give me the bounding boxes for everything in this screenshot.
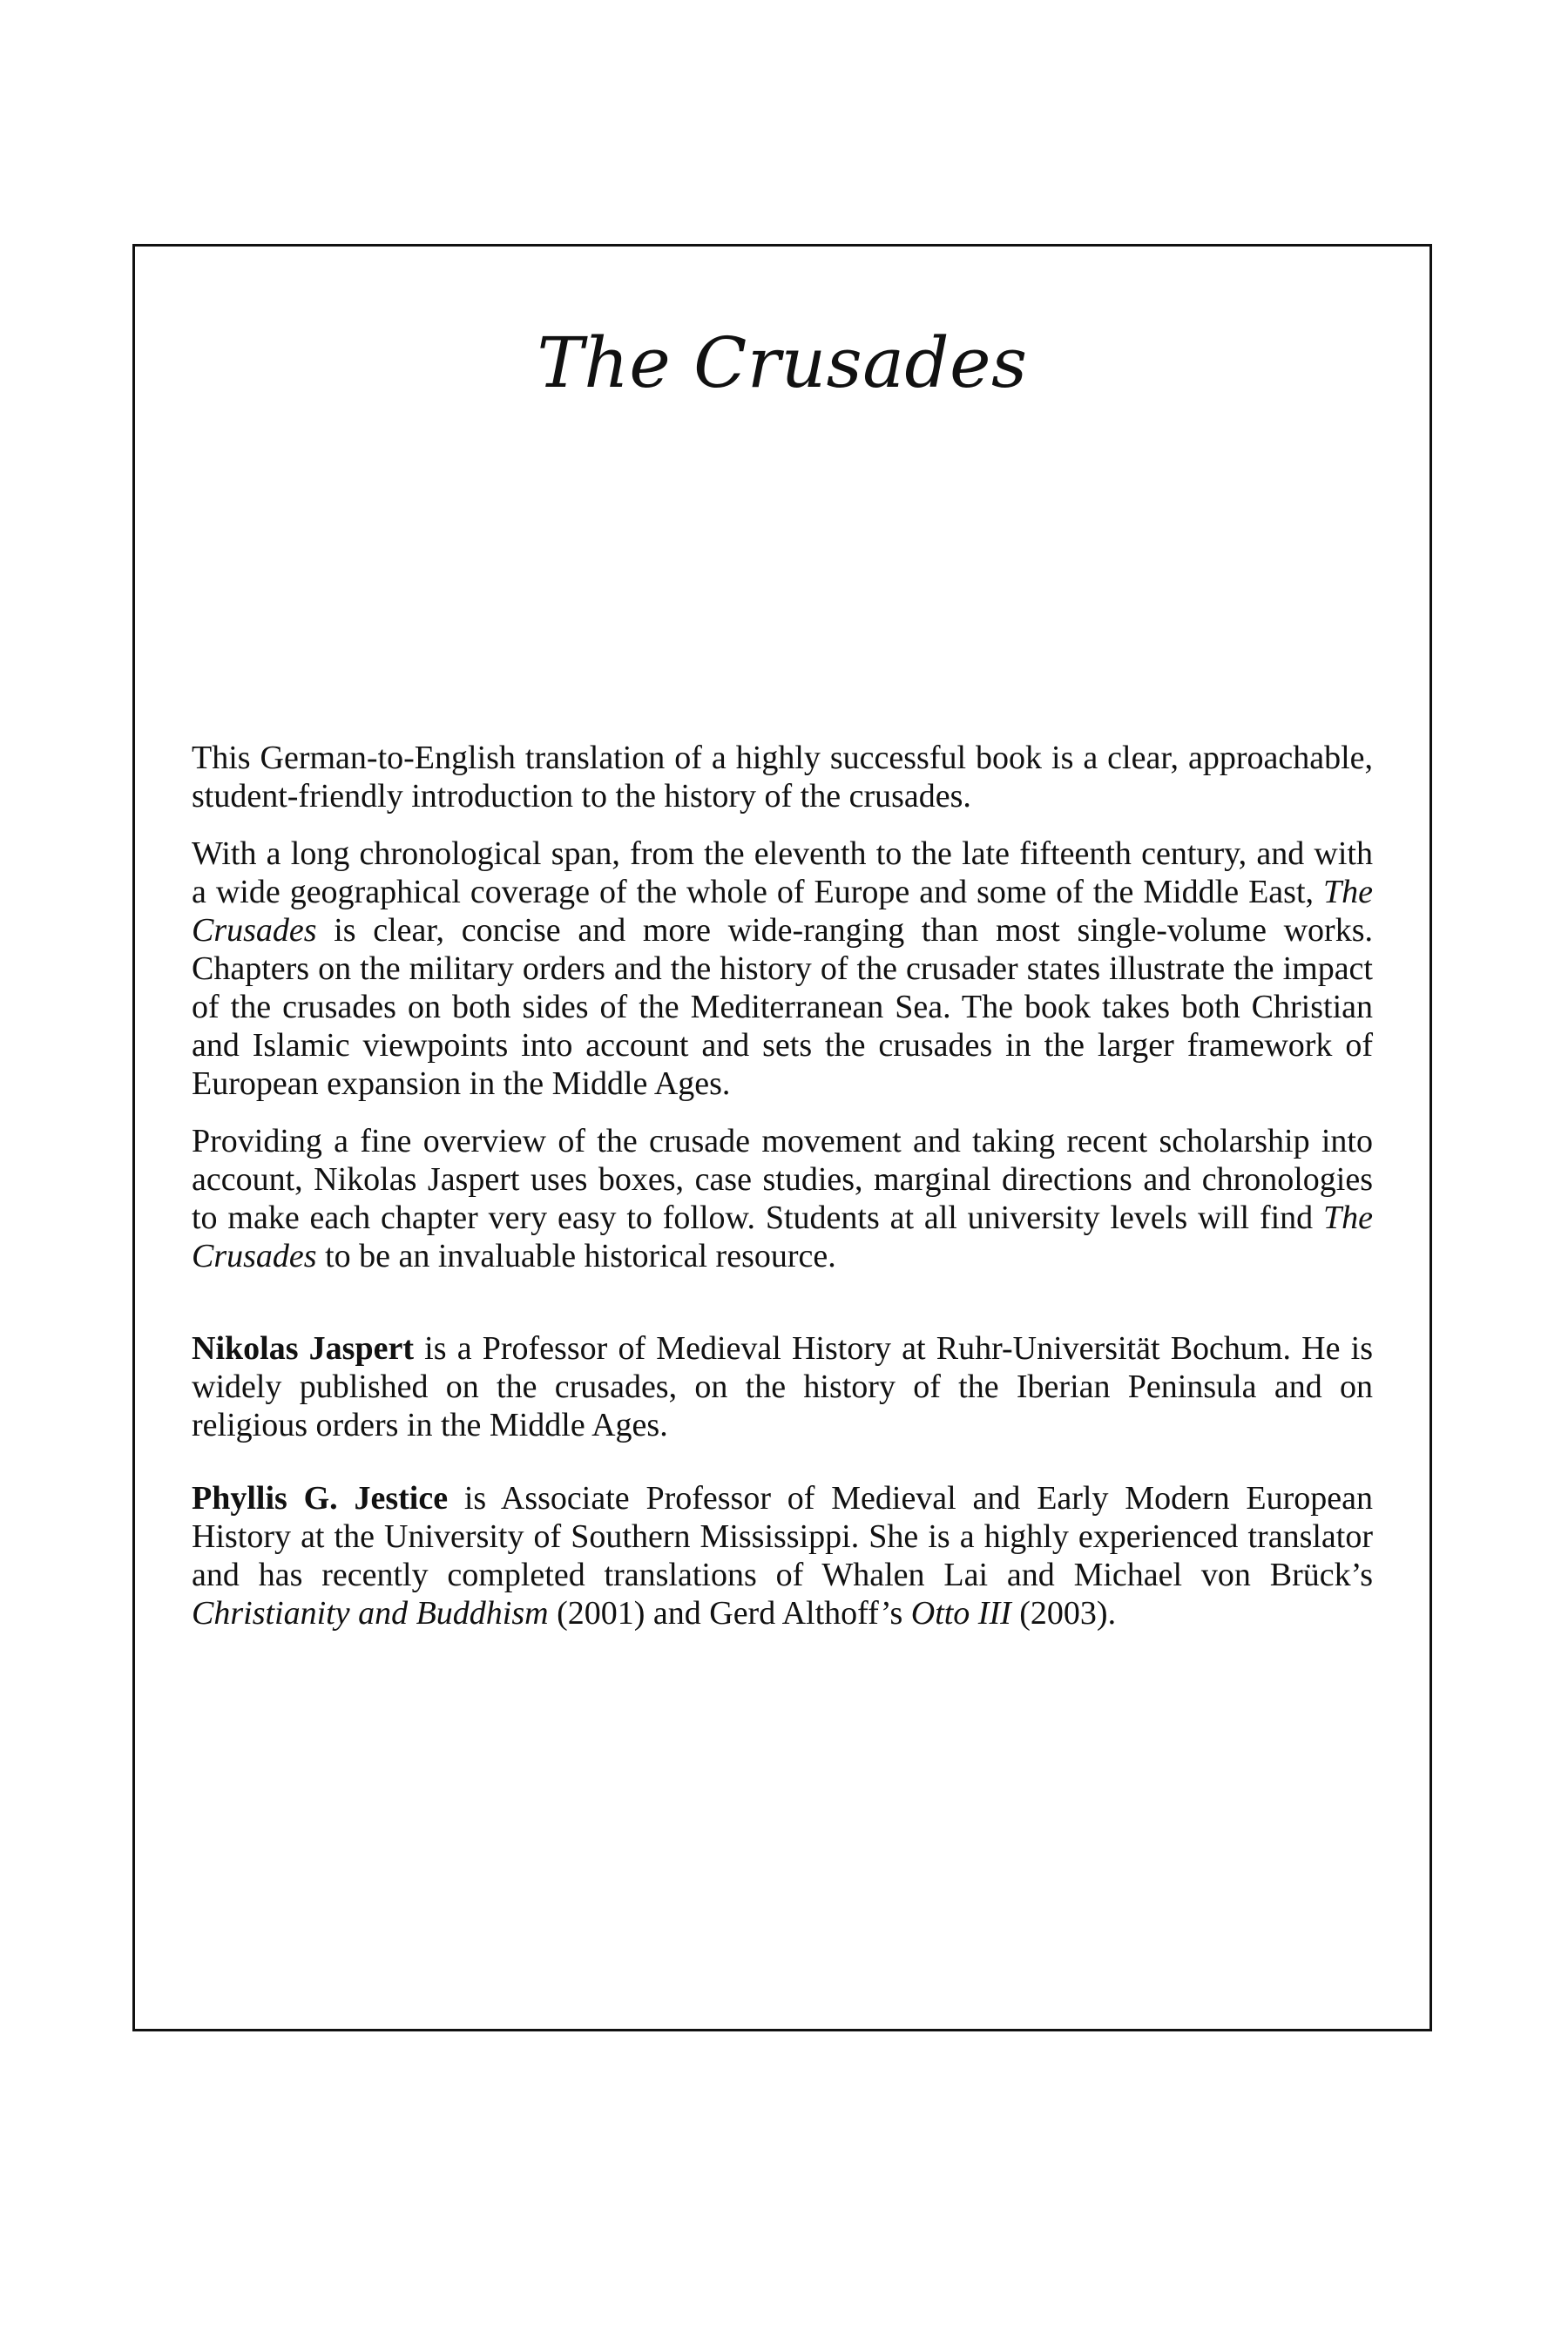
description-p2-before: With a long chronological span, from the eleventh to the late fifteenth century, and with a wide geographical coverage of the whole of Europe and some of the Middle East, <box>192 835 1373 910</box>
description-p3-before: Providing a fine overview of the crusade movement and taking recent scholarship into account, Nikolas Jaspert uses boxes, case studies, marginal directions and chronologies to make each chapter very easy to follow. Students at all university levels will find <box>192 1123 1373 1236</box>
author-bio-text: is a Professor of Medieval History at Ruhr-Universität Bochum. He is widely published on the crusades, on the history of the Iberian Peninsula and on religious orders in the Middle Ages. <box>192 1330 1373 1443</box>
description-paragraph-3 <box>192 1122 1373 1275</box>
translator-name: Phyllis G. Jestice <box>192 1480 449 1517</box>
page-frame <box>132 244 1432 2031</box>
translator-work-2: Otto III <box>910 1595 1011 1632</box>
description-paragraph-2 <box>192 835 1373 1103</box>
content-body <box>192 739 1373 1632</box>
translator-bio <box>192 1479 1373 1632</box>
description-p1-text: This German-to-English translation of a highly successful book is a clear, approachable, student-friendly introduction to the history of the crusades. <box>192 740 1373 814</box>
translator-bio-text-1: is Associate Professor of Medieval and Early Modern European History at the University of Southern Mississippi. She is a highly experienced translator and has recently completed translations of Whalen Lai and Michael von Brück’s <box>192 1480 1373 1593</box>
description-p2-title: The Crusades <box>192 874 1373 949</box>
description-p3-after: to be an invaluable historical resource. <box>316 1238 836 1274</box>
translator-work-1: Christianity and Buddhism <box>192 1595 549 1632</box>
description-p3-title: The Crusades <box>192 1200 1373 1274</box>
bios-section <box>192 1329 1373 1632</box>
translator-bio-text-3: (2003). <box>1010 1595 1117 1632</box>
description-paragraph-1 <box>192 739 1373 815</box>
book-title: The Crusades <box>537 322 1028 403</box>
author-name: Nikolas Jaspert <box>192 1330 414 1367</box>
translator-bio-text-2: (2001) and Gerd Althoff’s <box>548 1595 911 1632</box>
description-p2-after: is clear, concise and more wide-ranging than most single-volume works. Chapters on the military orders and the history of the crusader states illustrate the impact of the crusades on both sides of the Mediterranean Sea. The book takes both Christian and Islamic viewpoints into account and sets the crusades in the larger framework of European expansion in the Middle Ages. <box>192 912 1373 1102</box>
author-bio <box>192 1329 1373 1444</box>
